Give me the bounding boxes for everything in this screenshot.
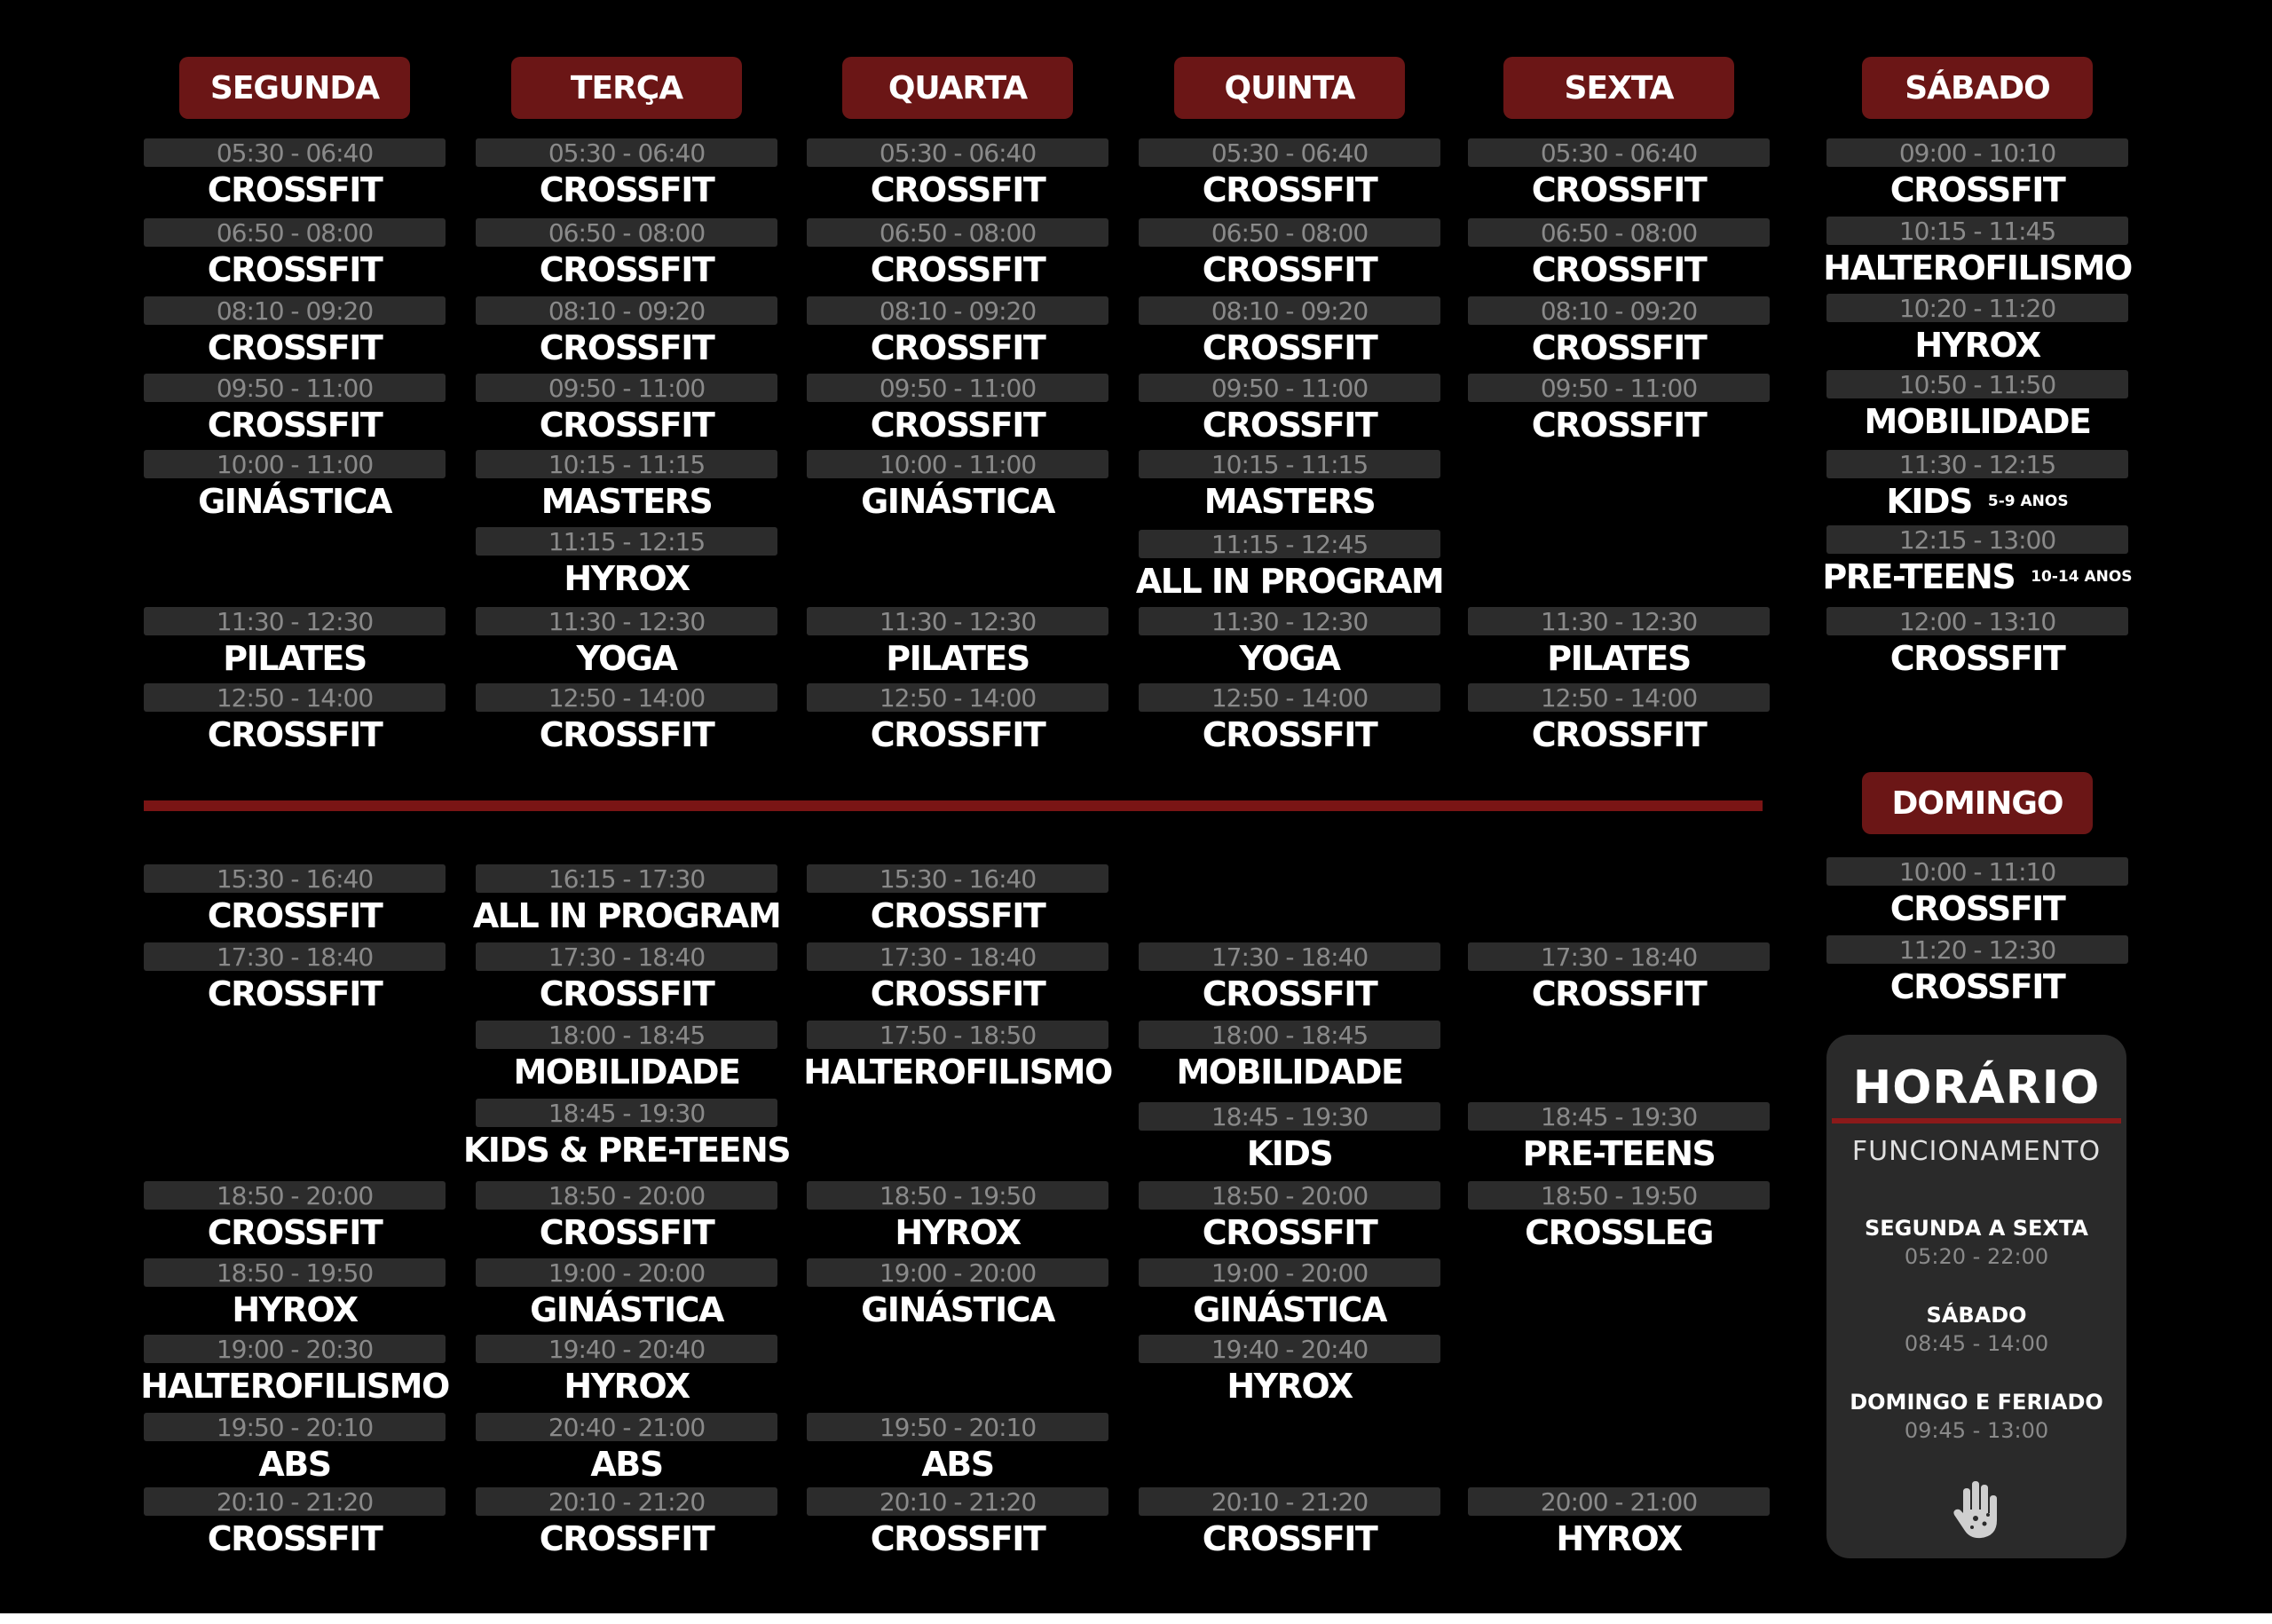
slot-class-label: CROSSFIT — [207, 170, 383, 209]
hours-title-underline — [1832, 1118, 2121, 1123]
slot-class-label: CROSSLEG — [1525, 1213, 1713, 1252]
slot-class-name — [1424, 1518, 1814, 1560]
slot-class-name — [1094, 1289, 1485, 1331]
slot-class-label: CROSSFIT — [539, 328, 714, 367]
slot-time: 05:30 - 06:40 — [476, 138, 777, 167]
slot-class-label: PRE-TEENS — [1522, 1134, 1716, 1173]
slot-time: 06:50 - 08:00 — [144, 218, 446, 247]
slot-time: 05:30 - 06:40 — [144, 138, 446, 167]
slot-time: 09:50 - 11:00 — [1139, 374, 1440, 402]
slot-class-label: CROSSFIT — [207, 715, 383, 754]
slot-time: 18:45 - 19:30 — [1468, 1102, 1770, 1131]
slot-class-label: CROSSFIT — [1202, 250, 1377, 289]
slot-class-name — [1424, 973, 1814, 1015]
slot-time: 12:50 - 14:00 — [1139, 683, 1440, 712]
slot-class-name — [431, 557, 822, 600]
slot-class-label: CROSSFIT — [1531, 328, 1707, 367]
slot-class-label: GINÁSTICA — [198, 482, 391, 521]
section-divider — [144, 800, 1763, 811]
slot-class-label: YOGA — [1239, 639, 1340, 678]
hours-label-sunday-holiday: DOMINGO E FERIADO — [1850, 1390, 2103, 1415]
slot-class-name — [1424, 404, 1814, 446]
slot-time: 10:00 - 11:00 — [807, 450, 1108, 478]
day-header-terça: TERÇA — [511, 57, 742, 119]
slot-class-name — [1424, 713, 1814, 756]
slot-class-label: CROSSFIT — [539, 1519, 714, 1558]
slot-time: 12:50 - 14:00 — [144, 683, 446, 712]
slot-class-label: CROSSFIT — [207, 250, 383, 289]
slot-class-label: PILATES — [886, 639, 1030, 678]
day-header-quarta: QUARTA — [842, 57, 1073, 119]
slot-time: 12:50 - 14:00 — [476, 683, 777, 712]
slot-time: 19:00 - 20:00 — [476, 1258, 777, 1287]
slot-class-name — [1424, 1211, 1814, 1254]
slot-time: 17:30 - 18:40 — [144, 942, 446, 971]
slot-class-label: CROSSFIT — [539, 250, 714, 289]
slot-time: 06:50 - 08:00 — [807, 218, 1108, 247]
hours-label-saturday: SÁBADO — [1926, 1303, 2027, 1328]
slot-class-name — [1782, 400, 2173, 443]
slot-class-label: CROSSFIT — [870, 715, 1045, 754]
slot-class-name — [1424, 637, 1814, 680]
slot-class-label: CROSSFIT — [1531, 406, 1707, 445]
slot-time: 10:15 - 11:15 — [476, 450, 777, 478]
slot-class-label: CROSSFIT — [870, 170, 1045, 209]
slot-time: 10:00 - 11:10 — [1826, 857, 2128, 886]
slot-class-label: CROSSFIT — [207, 406, 383, 445]
slot-time: 17:50 - 18:50 — [807, 1021, 1108, 1049]
slot-time: 20:10 - 21:20 — [1139, 1487, 1440, 1516]
slot-class-name — [1424, 1132, 1814, 1175]
slot-class-label: HYROX — [232, 1290, 358, 1329]
slot-class-label: KIDS — [1886, 482, 1972, 521]
slot-age-note: 10-14 ANOS — [2031, 568, 2133, 586]
hours-label-weekdays: SEGUNDA A SEXTA — [1865, 1216, 2088, 1241]
slot-class-label: HYROX — [564, 1367, 690, 1406]
slot-class-label: YOGA — [576, 639, 677, 678]
slot-class-label: MOBILIDADE — [513, 1052, 740, 1092]
slot-time: 20:10 - 21:20 — [807, 1487, 1108, 1516]
slot-time: 17:30 - 18:40 — [1139, 942, 1440, 971]
day-header-sexta: SEXTA — [1503, 57, 1734, 119]
slot-class-label: CROSSFIT — [1531, 715, 1707, 754]
slot-class-label: HALTEROFILISMO — [1823, 248, 2132, 288]
slot-class-label: CROSSFIT — [207, 1213, 383, 1252]
slot-time: 05:30 - 06:40 — [1468, 138, 1770, 167]
slot-time: 11:30 - 12:15 — [1826, 450, 2128, 478]
slot-class-name — [1424, 169, 1814, 211]
slot-time: 18:50 - 20:00 — [476, 1181, 777, 1210]
slot-time: 19:50 - 20:10 — [807, 1413, 1108, 1441]
slot-time: 18:50 - 20:00 — [144, 1181, 446, 1210]
slot-class-label: HYROX — [1556, 1519, 1682, 1558]
slot-time: 18:00 - 18:45 — [476, 1021, 777, 1049]
slot-time: 20:10 - 21:20 — [476, 1487, 777, 1516]
slot-time: 12:00 - 13:10 — [1826, 607, 2128, 635]
hand-icon — [1940, 1474, 2011, 1545]
slot-class-label: HYROX — [564, 559, 690, 598]
slot-class-label: MASTERS — [1203, 482, 1376, 521]
slot-class-label: GINÁSTICA — [1193, 1290, 1386, 1329]
day-header-quinta: QUINTA — [1174, 57, 1405, 119]
slot-class-label: HYROX — [1914, 326, 2040, 365]
slot-time: 12:50 - 14:00 — [807, 683, 1108, 712]
slot-time: 18:50 - 20:00 — [1139, 1181, 1440, 1210]
slot-class-label: CROSSFIT — [1202, 406, 1377, 445]
slot-time: 08:10 - 09:20 — [807, 296, 1108, 325]
slot-time: 20:40 - 21:00 — [476, 1413, 777, 1441]
slot-class-name — [1094, 480, 1485, 523]
slot-class-label: CROSSFIT — [1531, 974, 1707, 1013]
slot-class-label: KIDS — [1246, 1134, 1333, 1173]
slot-time: 10:15 - 11:15 — [1139, 450, 1440, 478]
slot-time: 19:00 - 20:00 — [807, 1258, 1108, 1287]
slot-time: 17:30 - 18:40 — [476, 942, 777, 971]
slot-class-label: GINÁSTICA — [530, 1290, 723, 1329]
slot-class-label: CROSSFIT — [1202, 1519, 1377, 1558]
slot-class-label: CROSSFIT — [207, 328, 383, 367]
slot-class-label: GINÁSTICA — [861, 1290, 1054, 1329]
slot-time: 20:00 - 21:00 — [1468, 1487, 1770, 1516]
slot-time: 08:10 - 09:20 — [144, 296, 446, 325]
slot-class-name — [1782, 966, 2173, 1008]
opening-hours-panel — [1826, 1035, 2126, 1558]
slot-time: 17:30 - 18:40 — [807, 942, 1108, 971]
slot-time: 18:50 - 19:50 — [1468, 1181, 1770, 1210]
slot-time: 09:50 - 11:00 — [807, 374, 1108, 402]
slot-class-label: CROSSFIT — [1202, 328, 1377, 367]
slot-class-label: CROSSFIT — [1531, 250, 1707, 289]
slot-class-label: PRE-TEENS — [1822, 557, 2016, 596]
slot-class-label: MOBILIDADE — [1864, 402, 2091, 441]
day-header-sábado: SÁBADO — [1862, 57, 2093, 119]
slot-class-name — [1782, 169, 2173, 211]
slot-class-name — [762, 895, 1153, 937]
slot-class-label: CROSSFIT — [539, 715, 714, 754]
slot-class-label: CROSSFIT — [539, 1213, 714, 1252]
slot-time: 19:00 - 20:30 — [144, 1335, 446, 1363]
slot-time: 06:50 - 08:00 — [1468, 218, 1770, 247]
slot-time: 19:40 - 20:40 — [476, 1335, 777, 1363]
slot-time: 05:30 - 06:40 — [1139, 138, 1440, 167]
slot-time: 20:10 - 21:20 — [144, 1487, 446, 1516]
hours-subtitle: FUNCIONAMENTO — [1851, 1136, 2102, 1167]
slot-time: 18:00 - 18:45 — [1139, 1021, 1440, 1049]
slot-class-label: ABS — [921, 1445, 994, 1484]
slot-time: 08:10 - 09:20 — [1139, 296, 1440, 325]
slot-class-name — [1094, 1365, 1485, 1407]
slot-class-label: HYROX — [1227, 1367, 1353, 1406]
slot-class-name — [1424, 327, 1814, 369]
slot-class-label: CROSSFIT — [1202, 715, 1377, 754]
slot-time: 10:50 - 11:50 — [1826, 370, 2128, 398]
slot-class-label: CROSSFIT — [207, 974, 383, 1013]
slot-time: 10:00 - 11:00 — [144, 450, 446, 478]
slot-time: 09:50 - 11:00 — [476, 374, 777, 402]
slot-class-label: KIDS & PRE-TEENS — [462, 1131, 791, 1170]
slot-time: 18:45 - 19:30 — [1139, 1102, 1440, 1131]
slot-class-label: PILATES — [1547, 639, 1691, 678]
slot-class-label: ALL IN PROGRAM — [1135, 562, 1444, 601]
slot-class-label: CROSSFIT — [870, 328, 1045, 367]
slot-class-label: HYROX — [895, 1213, 1021, 1252]
slot-time: 05:30 - 06:40 — [807, 138, 1108, 167]
slot-class-name — [1782, 556, 2173, 598]
hours-title: HORÁRIO — [1852, 1061, 2101, 1115]
hours-time-sunday-holiday: 09:45 - 13:00 — [1904, 1418, 2049, 1443]
slot-class-label: CROSSFIT — [870, 974, 1045, 1013]
slot-class-label: HALTEROFILISMO — [803, 1052, 1112, 1092]
slot-class-label: PILATES — [223, 639, 367, 678]
slot-age-note: 5-9 ANOS — [1987, 493, 2069, 510]
slot-time: 11:30 - 12:30 — [476, 607, 777, 635]
slot-time: 12:50 - 14:00 — [1468, 683, 1770, 712]
slot-time: 11:20 - 12:30 — [1826, 935, 2128, 964]
slot-class-label: GINÁSTICA — [861, 482, 1054, 521]
slot-time: 19:50 - 20:10 — [144, 1413, 446, 1441]
slot-class-name — [1094, 560, 1485, 603]
slot-class-name — [431, 1129, 822, 1171]
slot-time: 10:20 - 11:20 — [1826, 294, 2128, 322]
slot-class-label: CROSSFIT — [1889, 170, 2065, 209]
slot-time: 15:30 - 16:40 — [144, 864, 446, 893]
slot-time: 11:30 - 12:30 — [144, 607, 446, 635]
slot-class-label: CROSSFIT — [870, 406, 1045, 445]
slot-class-label: CROSSFIT — [1889, 967, 2065, 1006]
slot-class-label: CROSSFIT — [539, 406, 714, 445]
slot-class-label: CROSSFIT — [539, 974, 714, 1013]
day-header-segunda: SEGUNDA — [179, 57, 410, 119]
slot-time: 08:10 - 09:20 — [1468, 296, 1770, 325]
day-header-domingo: DOMINGO — [1862, 772, 2093, 834]
hours-time-saturday: 08:45 - 14:00 — [1904, 1331, 2049, 1356]
slot-time: 11:30 - 12:30 — [1468, 607, 1770, 635]
slot-class-label: CROSSFIT — [1531, 170, 1707, 209]
slot-class-name — [1782, 637, 2173, 680]
slot-time: 15:30 - 16:40 — [807, 864, 1108, 893]
slot-class-name — [431, 1365, 822, 1407]
slot-class-label: CROSSFIT — [870, 896, 1045, 935]
slot-class-label: MOBILIDADE — [1176, 1052, 1403, 1092]
slot-time: 12:15 - 13:00 — [1826, 525, 2128, 554]
slot-time: 08:10 - 09:20 — [476, 296, 777, 325]
slot-class-label: HALTEROFILISMO — [140, 1367, 449, 1406]
slot-class-label: ABS — [258, 1445, 331, 1484]
slot-time: 09:50 - 11:00 — [144, 374, 446, 402]
slot-class-label: CROSSFIT — [1202, 170, 1377, 209]
slot-time: 11:15 - 12:15 — [476, 527, 777, 556]
slot-class-label: CROSSFIT — [207, 1519, 383, 1558]
slot-class-name — [762, 1443, 1153, 1486]
slot-time: 18:50 - 19:50 — [807, 1181, 1108, 1210]
slot-class-label: CROSSFIT — [870, 1519, 1045, 1558]
slot-time: 11:30 - 12:30 — [807, 607, 1108, 635]
slot-class-label: CROSSFIT — [207, 896, 383, 935]
slot-class-label: CROSSFIT — [1202, 1213, 1377, 1252]
slot-class-name — [1424, 248, 1814, 291]
slot-class-label: CROSSFIT — [870, 250, 1045, 289]
slot-class-name — [1782, 247, 2173, 289]
slot-class-label: ALL IN PROGRAM — [472, 896, 781, 935]
slot-time: 06:50 - 08:00 — [1139, 218, 1440, 247]
slot-class-label: CROSSFIT — [1889, 639, 2065, 678]
slot-time: 09:50 - 11:00 — [1468, 374, 1770, 402]
slot-time: 18:50 - 19:50 — [144, 1258, 446, 1287]
slot-class-label: CROSSFIT — [1889, 889, 2065, 928]
slot-time: 06:50 - 08:00 — [476, 218, 777, 247]
slot-time: 11:30 - 12:30 — [1139, 607, 1440, 635]
slot-time: 18:45 - 19:30 — [476, 1099, 777, 1127]
hours-time-weekdays: 05:20 - 22:00 — [1904, 1244, 2049, 1269]
slot-time: 19:40 - 20:40 — [1139, 1335, 1440, 1363]
slot-time: 09:00 - 10:10 — [1826, 138, 2128, 167]
slot-class-name — [1094, 1051, 1485, 1093]
slot-time: 10:15 - 11:45 — [1826, 217, 2128, 245]
slot-time: 19:00 - 20:00 — [1139, 1258, 1440, 1287]
slot-class-label: MASTERS — [540, 482, 713, 521]
slot-class-name — [1782, 887, 2173, 930]
slot-class-label: CROSSFIT — [1202, 974, 1377, 1013]
slot-time: 17:30 - 18:40 — [1468, 942, 1770, 971]
slot-time: 16:15 - 17:30 — [476, 864, 777, 893]
slot-class-label: CROSSFIT — [539, 170, 714, 209]
slot-class-label: ABS — [590, 1445, 663, 1484]
slot-time: 11:15 - 12:45 — [1139, 530, 1440, 558]
slot-class-name — [1782, 480, 2173, 523]
slot-class-name — [1782, 324, 2173, 367]
